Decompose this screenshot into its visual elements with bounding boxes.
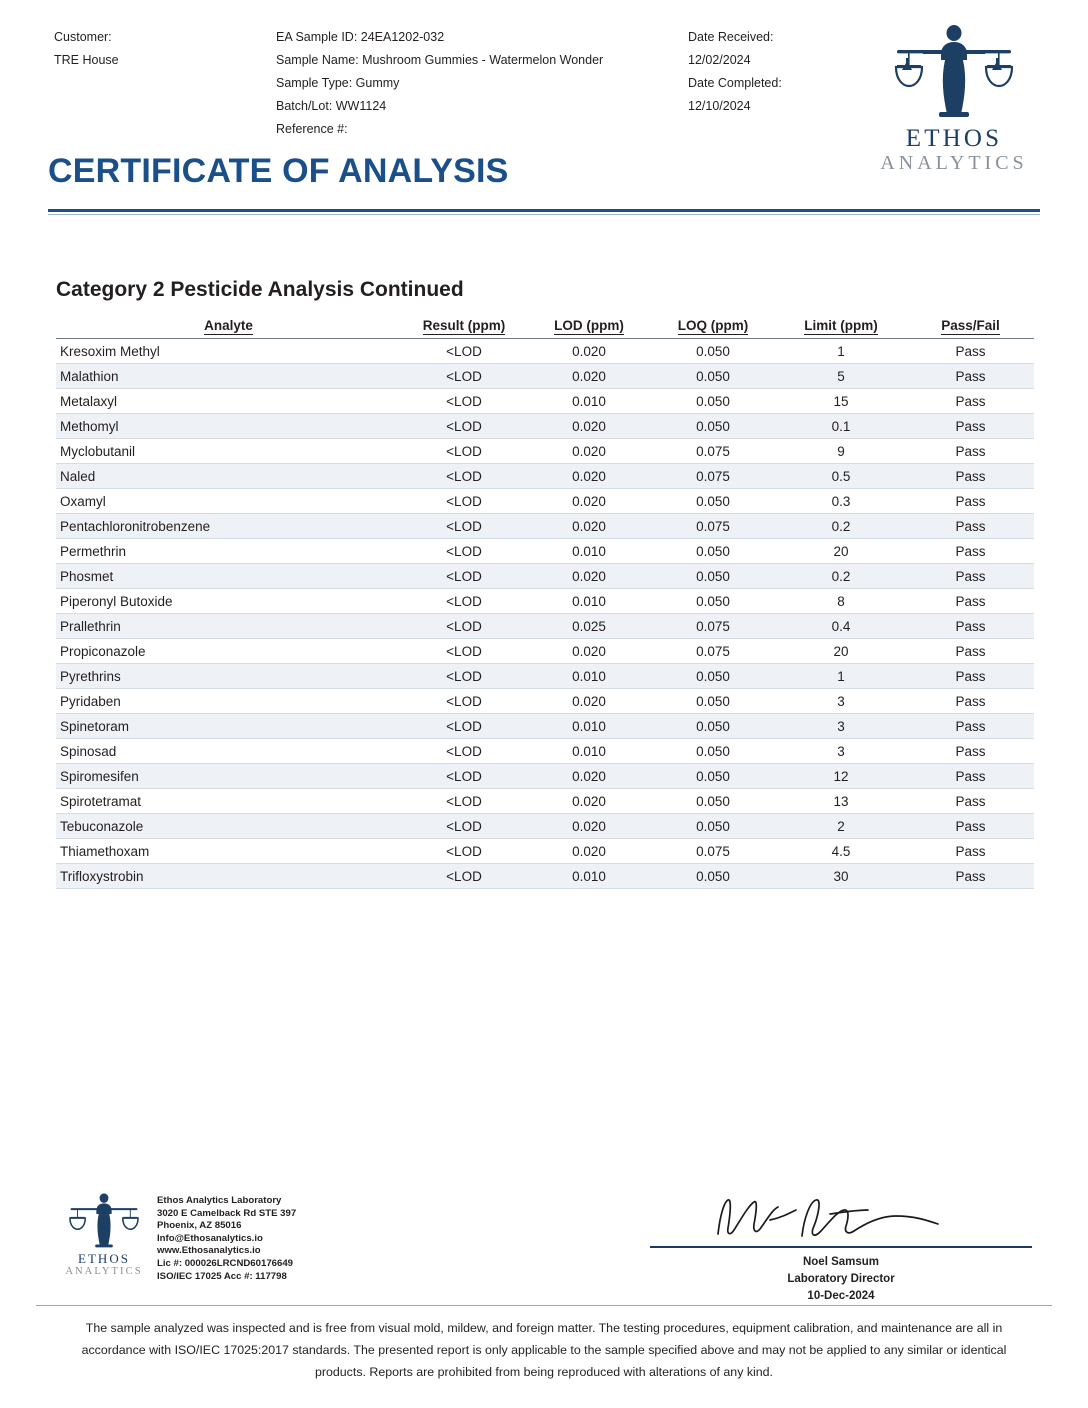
lab-info-line-1: Ethos Analytics Laboratory (157, 1195, 282, 1206)
cell-lod: 0.020 (527, 489, 651, 514)
table-row (56, 439, 1034, 464)
customer-label: Customer: (54, 30, 112, 44)
table-row (56, 839, 1034, 864)
title-rule (48, 209, 1040, 212)
cell-lod: 0.020 (527, 414, 651, 439)
cell-limit: 0.1 (775, 414, 907, 439)
cell-analyte: Spinetoram (56, 714, 401, 739)
signature-rule (650, 1246, 1032, 1248)
cell-limit: 20 (775, 539, 907, 564)
cell-result: <LOD (401, 714, 527, 739)
table-row (56, 364, 1034, 389)
cell-limit: 12 (775, 764, 907, 789)
cell-lod: 0.010 (527, 389, 651, 414)
cell-passfail: Pass (907, 664, 1034, 689)
cell-passfail: Pass (907, 839, 1034, 864)
cell-result: <LOD (401, 689, 527, 714)
cell-passfail: Pass (907, 414, 1034, 439)
cell-loq: 0.050 (651, 864, 775, 889)
cell-limit: 3 (775, 714, 907, 739)
cell-result: <LOD (401, 539, 527, 564)
cell-result: <LOD (401, 364, 527, 389)
cell-lod: 0.020 (527, 339, 651, 364)
sample-block (276, 26, 688, 141)
cell-analyte: Spinosad (56, 739, 401, 764)
cell-analyte: Permethrin (56, 539, 401, 564)
cell-analyte: Metalaxyl (56, 389, 401, 414)
brand-logo (864, 18, 1044, 175)
cell-limit: 30 (775, 864, 907, 889)
column-header-passfail: Pass/Fail (907, 316, 1034, 339)
cell-loq: 0.050 (651, 414, 775, 439)
cell-lod: 0.020 (527, 764, 651, 789)
sample-id: EA Sample ID: 24EA1202-032 (276, 30, 445, 44)
cell-result: <LOD (401, 589, 527, 614)
table-row (56, 714, 1034, 739)
title-rule-thin (48, 214, 1040, 215)
footer-brand-logo (56, 1190, 152, 1278)
cell-limit: 9 (775, 439, 907, 464)
cell-analyte: Naled (56, 464, 401, 489)
cell-limit: 13 (775, 789, 907, 814)
cell-result: <LOD (401, 839, 527, 864)
cell-passfail: Pass (907, 589, 1034, 614)
date-completed-value: 12/10/2024 (688, 99, 751, 113)
cell-loq: 0.050 (651, 764, 775, 789)
cell-analyte: Phosmet (56, 564, 401, 589)
table-row (56, 414, 1034, 439)
cell-lod: 0.010 (527, 539, 651, 564)
results-table-wrapper (56, 316, 1034, 889)
table-row (56, 814, 1034, 839)
cell-loq: 0.050 (651, 789, 775, 814)
table-row (56, 789, 1034, 814)
cell-loq: 0.075 (651, 439, 775, 464)
cell-result: <LOD (401, 764, 527, 789)
cell-analyte: Trifloxystrobin (56, 864, 401, 889)
cell-limit: 8 (775, 589, 907, 614)
cell-lod: 0.025 (527, 614, 651, 639)
cell-result: <LOD (401, 389, 527, 414)
disclaimer-text: The sample analyzed was inspected and is free from visual mold, mildew, and foreign matter. The testing procedures, equipment calibration, and maintenance are all in accordance with ISO/IEC 17025:2017 standards. The presented report is only applicable to the sample specified above and may not be applied to any similar or identical products. Reports are prohibited from being reproduced with alterations of any kind. (81, 1321, 1007, 1379)
signer-name: Noel Samsum (802, 1256, 880, 1269)
cell-loq: 0.050 (651, 664, 775, 689)
cell-result: <LOD (401, 489, 527, 514)
cell-passfail: Pass (907, 364, 1034, 389)
table-row (56, 339, 1034, 364)
cell-loq: 0.050 (651, 564, 775, 589)
cell-passfail: Pass (907, 389, 1034, 414)
cell-lod: 0.010 (527, 864, 651, 889)
table-row (56, 739, 1034, 764)
cell-loq: 0.050 (651, 539, 775, 564)
table-row (56, 614, 1034, 639)
cell-passfail: Pass (907, 614, 1034, 639)
cell-analyte: Thiamethoxam (56, 839, 401, 864)
cell-passfail: Pass (907, 739, 1034, 764)
reference-number: Reference #: (276, 122, 348, 136)
cell-lod: 0.010 (527, 589, 651, 614)
date-received-label: Date Received: (688, 30, 774, 44)
cell-passfail: Pass (907, 464, 1034, 489)
page-title: CERTIFICATE OF ANALYSIS (48, 152, 509, 190)
cell-loq: 0.050 (651, 389, 775, 414)
footer-brand-subname: ANALYTICS (65, 1265, 143, 1277)
cell-analyte: Prallethrin (56, 614, 401, 639)
lab-info-line-3: Phoenix, AZ 85016 (157, 1220, 242, 1232)
signature-block (650, 1190, 1032, 1305)
cell-loq: 0.050 (651, 739, 775, 764)
cell-loq: 0.050 (651, 689, 775, 714)
lab-info-line-2: 3020 E Camelback Rd STE 397 (157, 1207, 297, 1219)
cell-loq: 0.050 (651, 589, 775, 614)
lab-info-email: Info@Ethosanalytics.io (157, 1232, 263, 1244)
column-header-result: Result (ppm) (401, 316, 527, 339)
date-completed-label: Date Completed: (688, 76, 782, 90)
cell-limit: 20 (775, 639, 907, 664)
cell-result: <LOD (401, 864, 527, 889)
cell-lod: 0.020 (527, 789, 651, 814)
table-header-row (56, 316, 1034, 339)
cell-loq: 0.050 (651, 714, 775, 739)
cell-limit: 3 (775, 689, 907, 714)
lab-info-website: www.Ethosanalytics.io (157, 1245, 261, 1257)
cell-loq: 0.075 (651, 639, 775, 664)
cell-result: <LOD (401, 614, 527, 639)
cell-limit: 15 (775, 389, 907, 414)
cell-analyte: Piperonyl Butoxide (56, 589, 401, 614)
cell-loq: 0.050 (651, 814, 775, 839)
cell-analyte: Spiromesifen (56, 764, 401, 789)
cell-analyte: Methomyl (56, 414, 401, 439)
cell-analyte: Tebuconazole (56, 814, 401, 839)
cell-lod: 0.010 (527, 739, 651, 764)
table-row (56, 539, 1034, 564)
signature-image (650, 1190, 1032, 1246)
cell-limit: 3 (775, 739, 907, 764)
sample-name: Sample Name: Mushroom Gummies - Watermelon Wonder (276, 53, 604, 67)
cell-loq: 0.050 (651, 339, 775, 364)
cell-limit: 0.5 (775, 464, 907, 489)
disclaimer-divider (36, 1305, 1052, 1306)
table-row (56, 564, 1034, 589)
table-row (56, 464, 1034, 489)
cell-lod: 0.020 (527, 814, 651, 839)
cell-result: <LOD (401, 814, 527, 839)
cell-passfail: Pass (907, 564, 1034, 589)
sample-type: Sample Type: Gummy (276, 76, 400, 90)
cell-passfail: Pass (907, 539, 1034, 564)
table-row (56, 389, 1034, 414)
cell-limit: 0.2 (775, 514, 907, 539)
cell-analyte: Myclobutanil (56, 439, 401, 464)
cell-loq: 0.050 (651, 364, 775, 389)
cell-lod: 0.020 (527, 839, 651, 864)
column-header-loq: LOQ (ppm) (651, 316, 775, 339)
table-row (56, 864, 1034, 889)
cell-result: <LOD (401, 339, 527, 364)
cell-passfail: Pass (907, 689, 1034, 714)
cell-passfail: Pass (907, 764, 1034, 789)
cell-lod: 0.020 (527, 639, 651, 664)
footer-scales-figure-icon (56, 1190, 152, 1252)
results-table (56, 316, 1034, 889)
cell-result: <LOD (401, 564, 527, 589)
cell-passfail: Pass (907, 789, 1034, 814)
results-table-body (56, 339, 1034, 889)
cell-lod: 0.020 (527, 464, 651, 489)
cell-lod: 0.020 (527, 514, 651, 539)
cell-loq: 0.075 (651, 514, 775, 539)
cell-analyte: Pentachloronitrobenzene (56, 514, 401, 539)
cell-analyte: Pyridaben (56, 689, 401, 714)
table-row (56, 589, 1034, 614)
cell-analyte: Kresoxim Methyl (56, 339, 401, 364)
brand-subname: ANALYTICS (880, 152, 1028, 175)
cell-result: <LOD (401, 639, 527, 664)
cell-limit: 0.4 (775, 614, 907, 639)
cell-result: <LOD (401, 464, 527, 489)
cell-passfail: Pass (907, 439, 1034, 464)
cell-analyte: Propiconazole (56, 639, 401, 664)
cell-loq: 0.050 (651, 489, 775, 514)
section-title: Category 2 Pesticide Analysis Continued (56, 278, 464, 301)
signer-date: 10-Dec-2024 (807, 1290, 875, 1303)
table-row (56, 764, 1034, 789)
cell-passfail: Pass (907, 814, 1034, 839)
lab-info-block (157, 1195, 296, 1283)
table-row (56, 689, 1034, 714)
table-row (56, 489, 1034, 514)
cell-lod: 0.010 (527, 714, 651, 739)
lab-info-license: Lic #: 000026LRCND60176649 (157, 1257, 293, 1269)
cell-passfail: Pass (907, 714, 1034, 739)
cell-lod: 0.020 (527, 364, 651, 389)
brand-name: ETHOS (905, 125, 1003, 152)
customer-name: TRE House (54, 53, 119, 67)
table-row (56, 639, 1034, 664)
date-received-value: 12/02/2024 (688, 53, 751, 67)
customer-block (54, 26, 276, 141)
footer-brand-name: ETHOS (78, 1251, 130, 1266)
cell-analyte: Spirotetramat (56, 789, 401, 814)
cell-lod: 0.020 (527, 439, 651, 464)
cell-passfail: Pass (907, 639, 1034, 664)
lab-info-accreditation: ISO/IEC 17025 Acc #: 117798 (157, 1270, 287, 1282)
cell-result: <LOD (401, 514, 527, 539)
scales-figure-icon (864, 18, 1044, 126)
cell-loq: 0.075 (651, 839, 775, 864)
cell-loq: 0.075 (651, 614, 775, 639)
cell-passfail: Pass (907, 489, 1034, 514)
column-header-lod: LOD (ppm) (527, 316, 651, 339)
cell-limit: 1 (775, 339, 907, 364)
column-header-analyte: Analyte (56, 316, 401, 339)
cell-passfail: Pass (907, 864, 1034, 889)
cell-limit: 2 (775, 814, 907, 839)
cell-analyte: Malathion (56, 364, 401, 389)
cell-result: <LOD (401, 439, 527, 464)
table-row (56, 514, 1034, 539)
batch-lot: Batch/Lot: WW1124 (276, 99, 387, 113)
cell-passfail: Pass (907, 339, 1034, 364)
cell-loq: 0.075 (651, 464, 775, 489)
signer-title: Laboratory Director (787, 1273, 895, 1286)
cell-limit: 0.3 (775, 489, 907, 514)
cell-passfail: Pass (907, 514, 1034, 539)
cell-limit: 5 (775, 364, 907, 389)
cell-limit: 1 (775, 664, 907, 689)
column-header-limit: Limit (ppm) (775, 316, 907, 339)
table-row (56, 664, 1034, 689)
cell-lod: 0.010 (527, 664, 651, 689)
cell-analyte: Oxamyl (56, 489, 401, 514)
cell-result: <LOD (401, 739, 527, 764)
cell-limit: 0.2 (775, 564, 907, 589)
cell-result: <LOD (401, 664, 527, 689)
cell-result: <LOD (401, 414, 527, 439)
cell-result: <LOD (401, 789, 527, 814)
cell-analyte: Pyrethrins (56, 664, 401, 689)
cell-lod: 0.020 (527, 689, 651, 714)
cell-limit: 4.5 (775, 839, 907, 864)
cell-lod: 0.020 (527, 564, 651, 589)
